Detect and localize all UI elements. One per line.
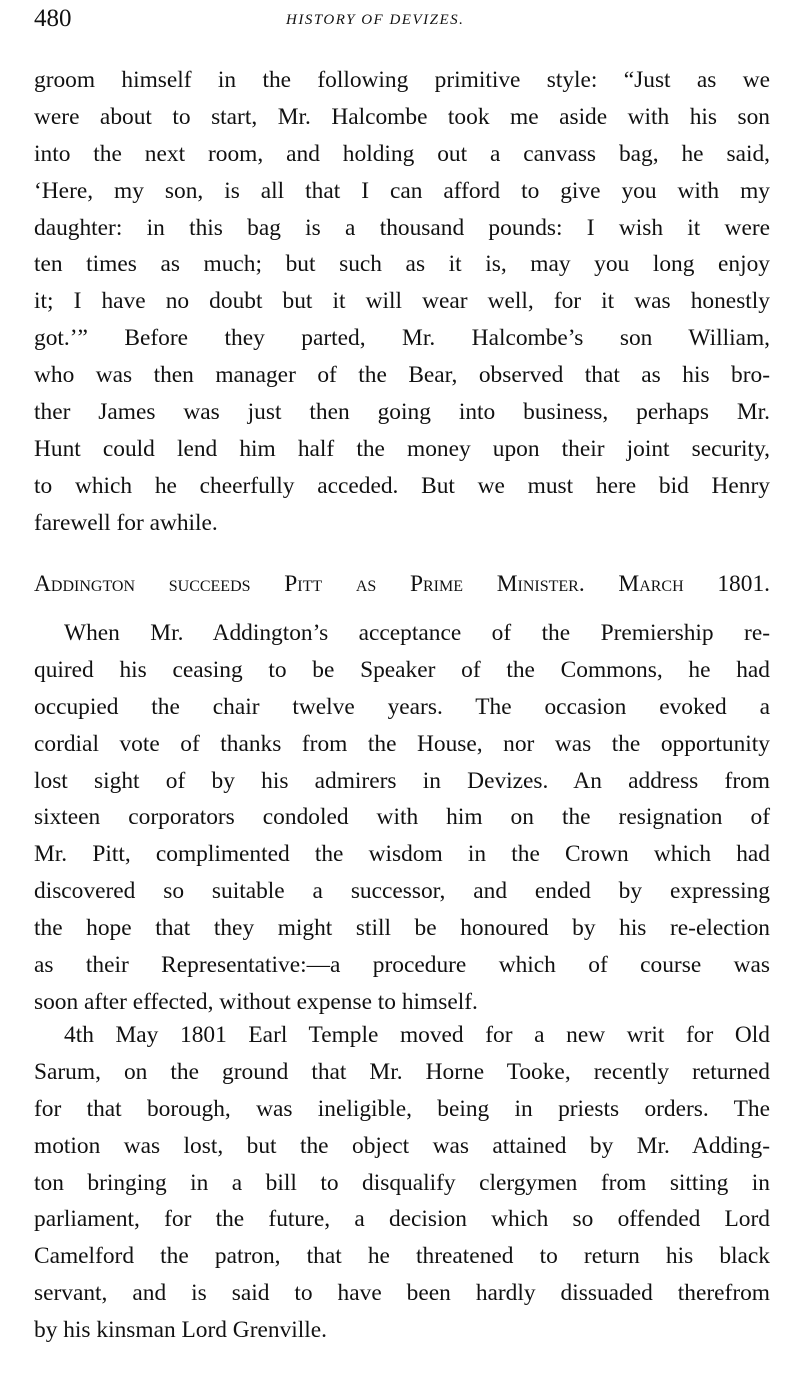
running-head [34,4,770,34]
text-line: who was then manager of the Bear, observed that as his bro- [34,362,770,389]
text-line: discovered so suitable a successor, and ended by expressing [34,878,770,905]
paragraph-premiership [34,615,770,1021]
text-line: motion was lost, but the object was attained by Mr. Adding- [34,1132,770,1159]
text-line: for that borough, was ineligible, being in priests orders. The [34,1095,770,1122]
text-line: parliament, for the future, a decision which so offended Lord [34,1206,770,1233]
text-line: Mr. Pitt, complimented the wisdom in the Crown which had [34,841,770,868]
text-line: farewell for awhile. [34,509,218,536]
text-line: Sarum, on the ground that Mr. Horne Tooke, recently returned [34,1058,770,1085]
page-number: 480 [34,5,72,32]
text-line: daughter: in this bag is a thousand pounds: I wish it were [34,214,770,241]
text-line: Camelford the patron, that he threatened to return his black [34,1243,770,1270]
text-line: were about to start, Mr. Halcombe took me aside with his son [34,103,770,130]
text-line: lost sight of by his admirers in Devizes. An address from [34,767,770,794]
text-line: ten times as much; but such as it is, may you long enjoy [34,251,770,278]
text-line: 4th May 1801 Earl Temple moved for a new writ for Old [64,1022,770,1048]
text-line: cordial vote of thanks from the House, nor was the opportunity [34,730,770,757]
text-line: ther James was just then going into business, perhaps Mr. [34,399,770,426]
text-line: ‘Here, my son, is all that I can afford to give you with my [34,177,770,204]
running-title: HISTORY OF DEVIZES. [286,12,465,28]
text-line: Hunt could lend him half the money upon their joint security, [34,435,770,462]
text-line: When Mr. Addington’s acceptance of the Premiership re- [64,620,770,646]
text-line: servant, and is said to have been hardly dissuaded therefrom [34,1280,770,1307]
text-line: soon after effected, without expense to himself. [34,988,478,1015]
text-line: it; I have no doubt but it will wear well, for it was honestly [34,288,770,315]
text-line: groom himself in the following primitive style: “Just as we [34,67,770,93]
text-line: the hope that they might still be honoured by his re-election [34,915,770,942]
text-line: quired his ceasing to be Speaker of the Commons, he had [34,656,770,683]
text-line: occupied the chair twelve years. The occasion evoked a [34,693,770,720]
text-line: sixteen corporators condoled with him on the resignation of [34,804,770,831]
text-line: as their Representative:—a procedure which of course was [34,952,770,979]
paragraph-old-sarum [34,1017,770,1349]
paragraph-continuation [34,62,770,542]
text-line: got.’” Before they parted, Mr. Halcombe’s son William, [34,325,770,352]
text-line: to which he cheerfully acceded. But we must here bid Henry [34,472,770,499]
text-line: into the next room, and holding out a canvass bag, he said, [34,140,770,167]
text-line: ton bringing in a bill to disqualify clergymen from sitting in [34,1169,770,1196]
text-line: by his kinsman Lord Grenville. [34,1317,327,1344]
section-heading: Addington succeeds Pitt as Prime Minister. March 1801. [34,571,770,597]
